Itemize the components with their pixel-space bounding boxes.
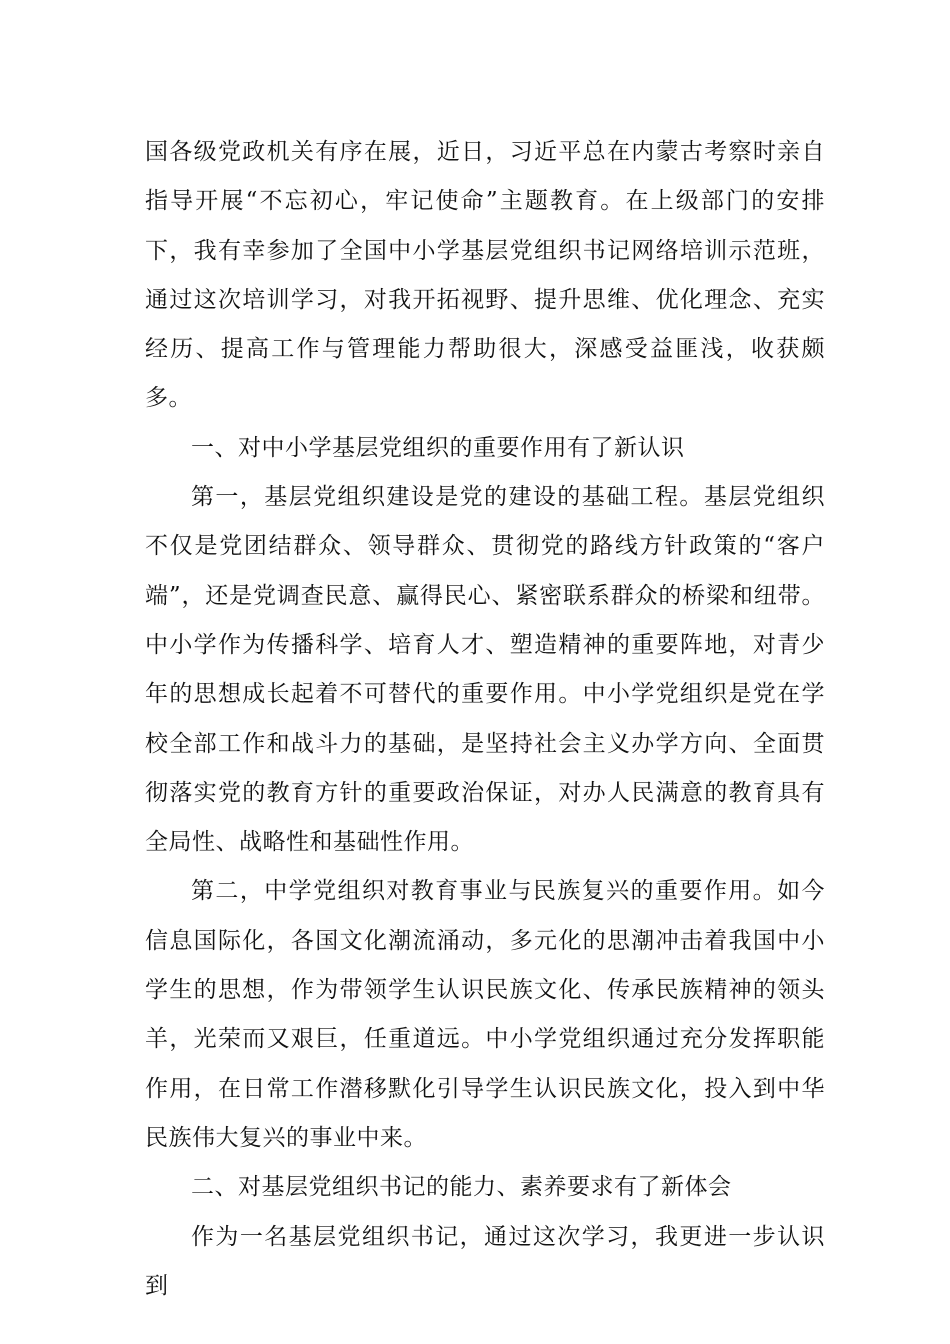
document-body [145,128,825,1311]
paragraph-point-2: 第二，中学党组织对教育事业与民族复兴的重要作用。如今信息国际化，各国文化潮流涌动，多元化的思潮冲击着我国中小学生的思想，作为带领学生认识民族文化、传承民族精神的领头羊，光荣而又艰巨，任重道远。中小学党组织通过充分发挥职能作用，在日常工作潜移默化引导学生认识民族文化，投入到中华民族伟大复兴的事业中来。 [145,878,825,1151]
paragraph-point-1: 第一，基层党组织建设是党的建设的基础工程。基层党组织不仅是党团结群众、领导群众、贯彻党的路线方针政策的“客户端”，还是党调查民意、赢得民心、紧密联系群众的桥梁和纽带。中小学作为传播科学、培育人才、塑造精神的重要阵地，对青少年的思想成长起着不可替代的重要作用。中小学党组织是党在学校全部工作和战斗力的基础，是坚持社会主义办学方向、全面贯彻落实党的教育方针的重要政治保证，对办人民满意的教育具有全局性、战略性和基础性作用。 [145,484,825,856]
paragraph-intro-continuation: 国各级党政机关有序在展，近日，习近平总在内蒙古考察时亲自指导开展“不忘初心，牢记使命”主题教育。在上级部门的安排下，我有幸参加了全国中小学基层党组织书记网络培训示范班，通过这次培训学习，对我开拓视野、提升思维、优化理念、充实经历、提高工作与管理能力帮助很大，深感受益匪浅，收获颇多。 [145,139,825,412]
section-heading-2: 二、对基层党组织书记的能力、素养要求有了新体会 [191,1174,732,1201]
paragraph-section-2-start: 作为一名基层党组织书记，通过这次学习，我更进一步认识到 [145,1223,825,1299]
section-heading-1: 一、对中小学基层党组织的重要作用有了新认识 [191,434,685,461]
